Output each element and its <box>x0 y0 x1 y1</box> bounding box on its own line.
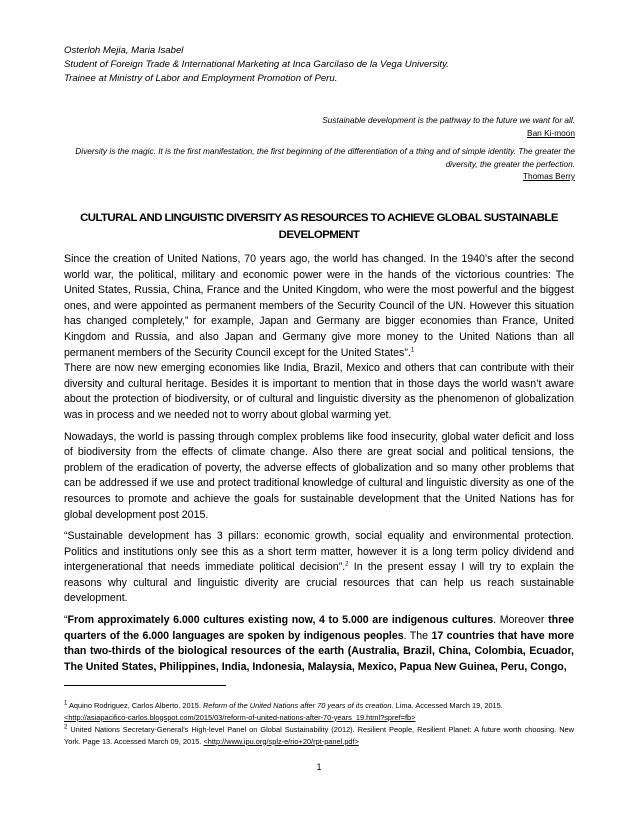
author-position: Trainee at Ministry of Labor and Employment Promotion of Peru. <box>64 73 338 84</box>
footnote-ref: 1 <box>410 347 415 354</box>
author-name: Osterloh Mejia, Maria Isabel <box>64 45 184 56</box>
footnote-link[interactable]: <http://www.ipu.org/splz-e/rio+20/rpt-panel.pdf> <box>203 736 359 746</box>
footnote-link[interactable]: <http://asiapacifico-carlos.blogspot.com/2015/03/reform-of-united-nations-after-70-years_19.html?spref=fb> <box>64 712 416 722</box>
epigraph-1 <box>75 114 575 139</box>
epigraph-quote: Sustainable development is the pathway to the future we want for all. <box>322 115 575 125</box>
page-number: 1 <box>316 762 322 772</box>
author-block <box>64 44 584 86</box>
footnote-1: $^1$ Aquino Rodriguez, Carlos Alberto. 2015. Reform of the United Nations after 70 years of its creation. Lima. Accessed March 19, 2015. <http://asiapacifico-carlos.blogspot.com/2015/03/reform-of-united-nations-after-70-years_19.html?spref=fb> <box>64 700 503 722</box>
epigraph-quote: Diversity is the magic. It is the first manifestation, the first beginning of the differentiation of a thing and of simple identity. The greater the diversity, the greater the perfection. <box>75 146 575 169</box>
paragraph: Nowadays, the world is passing through complex problems like food insecurity, global water deficit and loss of biodiversity from the effects of climate change. Also there are great social and political tensions, the problem of the eradication of poverty, the adverse effects of globalization and so many other problems that can be addressed if we use and protect traditional knowledge of cultural and linguistic diversity as one of the resources to promote and achieve the goals for sustainable development that the United Nations has for global development post 2015. <box>64 430 574 521</box>
paragraph: “Sustainable development has 3 pillars: economic growth, social equality and environmental protection. Politics and institutions only see this as a short term matter, however it is a long term policy dividend and intergenerational that needs immediate political decision”.$^2$ In the present essay I will try to explain the reasons why cultural and linguistic diverity are crucial resources that can help us reach sustainable development. <box>64 530 574 605</box>
paragraph: Since the creation of United Nations, 70 years ago, the world has changed. In the 1940’s after the second world war, the political, military and economic power were in the hands of the victorious countries: The United States, Russia, China, France and the United Kingdom, who were the most powerful and the biggest ones, and were appointed as permanent members of the Security Council of the UN. However this situation has changed completely,” for example, Japan and Germany are bigger economies than France, United Kingdom and Russia, and also Japan and Germany give more money to the United Nations than all permanent members of the Security Council except for the United States”.$^1$ There are now new emerging economies like India, Brazil, Mexico and others that can contribute with their diversity and cultural heritage. Besides it is important to mention that in those days the world wasn’t aware about the protection of biodiversity, or of cultural and linguistic diversity as the phenomenon of globalization was in process and we needed not to worry about global warming yet. <box>64 253 574 421</box>
author-affiliation: Student of Foreign Trade & International Marketing at Inca Garcilaso de la Vega University. <box>64 59 449 70</box>
document-title: CULTURAL AND LINGUISTIC DIVERSITY AS RESOURCES TO ACHIEVE GLOBAL SUSTAINABLE DEVELOPMENT <box>80 212 558 241</box>
footnote-divider <box>64 685 226 686</box>
body-text <box>64 252 574 681</box>
paragraph: “From approximately 6.000 cultures existing now, 4 to 5.000 are indigenous cultures. Moreover three quarters of the 6.000 languages are spoken by indigenous peoples. The 17 countries that have more than two-thirds of the biological resources of the earth (Australia, Brazil, China, Colombia, Ecuador, The United States, Philippines, India, Indonesia, Malaysia, Mexico, Papua New Guinea, Peru, Congo, <box>64 614 574 673</box>
epigraph-source: Thomas Berry <box>522 171 575 181</box>
footnote-2: $^2$ United Nations Secretary-General’s High-level Panel on Global Sustainability (2012). Resilient People, Resilient Planet: A future worth choosing. New York. Page 13. Accessed March 09, 2015. <http://www.ipu.org/splz-e/rio+20/rpt-panel.pdf> <box>64 724 574 746</box>
footnote-ref: 2 <box>345 561 349 568</box>
epigraph-2 <box>60 145 575 183</box>
footnotes <box>64 700 574 748</box>
epigraph-source: Ban Ki-moon <box>527 127 575 138</box>
